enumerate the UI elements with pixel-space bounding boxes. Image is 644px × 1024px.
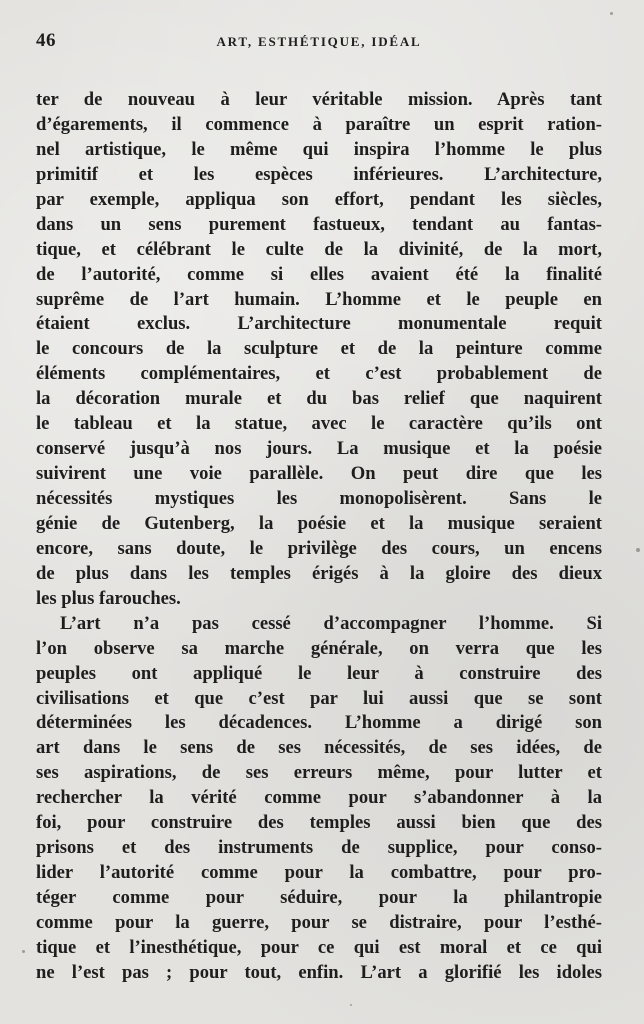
text-line: foi, pour construire des temples aussi bien que des [36, 812, 602, 834]
text-line: suivirent une voie parallèle. On peut dire que les [36, 463, 602, 485]
text-line: ne l’est pas ; pour tout, enfin. L’art a glorifié les idoles [36, 961, 602, 983]
text-line: le tableau et la statue, avec le caractère qu’ils ont [36, 413, 602, 435]
text-line: L’art n’a pas cessé d’accompagner l’homme. Si [60, 612, 602, 634]
running-head: ART, ESTHÉTIQUE, IDÉAL [216, 34, 422, 49]
text-line: déterminées les décadences. L’homme a dirigé son [36, 712, 602, 734]
text-line: rechercher la vérité comme pour s’abandonner à la [36, 787, 602, 809]
text-line: suprême de l’art humain. L’homme et le peuple en [36, 288, 602, 310]
text-line: nécessités mystiques les monopolisèrent. Sans le [36, 488, 602, 509]
text-line: primitif et les espèces inférieures. L’architecture, [36, 163, 602, 185]
text-line: tique et l’inesthétique, pour ce qui est moral et ce qui [36, 936, 602, 958]
text-line: art dans le sens de ses nécessités, de ses idées, de [36, 737, 602, 759]
text-line: par exemple, appliqua son effort, pendant les siècles, [36, 188, 602, 210]
text-line: nel artistique, le même qui inspira l’homme le plus [36, 138, 602, 160]
text-line: le concours de la sculpture et de la peinture comme [36, 338, 602, 360]
text-line: conservé jusqu’à nos jours. La musique et la poésie [36, 438, 602, 460]
page-header [36, 30, 602, 54]
text-line: éléments complémentaires, et c’est probablement de [36, 363, 602, 385]
text-line: prisons et des instruments de supplice, pour conso- [36, 837, 602, 859]
text-line: génie de Gutenberg, la poésie et la musique seraient [36, 512, 602, 534]
text-line: de plus dans les temples érigés à la gloire des dieux [36, 562, 602, 584]
text-line: d’égarements, il commence à paraître un esprit ration- [36, 113, 602, 135]
paper-speck [636, 548, 640, 552]
paper-speck [22, 950, 25, 953]
text-line: peuples ont appliqué le leur à construire des [36, 662, 602, 684]
text-line: ter de nouveau à leur véritable mission. Après tant [36, 89, 602, 110]
text-line: civilisations et que c’est par lui aussi que se sont [36, 687, 602, 709]
text-line: la décoration murale et du bas relief que naquirent [36, 388, 602, 410]
text-line: ses aspirations, de ses erreurs même, pour lutter et [36, 762, 602, 784]
text-line: lider l’autorité comme pour la combattre, pour pro- [36, 862, 602, 884]
text-line: encore, sans doute, le privilège des cours, un encens [36, 537, 602, 559]
body-text [36, 88, 602, 986]
paper-speck [350, 1004, 352, 1006]
text-line: dans un sens purement fastueux, tendant au fantas- [36, 213, 602, 235]
text-line: téger comme pour séduire, pour la philantropie [36, 887, 602, 908]
text-line: les plus farouches. [36, 587, 181, 609]
text-line: étaient exclus. L’architecture monumentale requit [36, 313, 602, 335]
text-line: tique, et célébrant le culte de la divinité, de la mort, [36, 238, 602, 260]
paper-speck [610, 12, 613, 15]
text-line: l’on observe sa marche générale, on verra que les [36, 637, 602, 659]
text-line: de l’autorité, comme si elles avaient été la finalité [36, 263, 602, 285]
text-line: comme pour la guerre, pour se distraire, pour l’esthé- [36, 911, 602, 933]
page-number: 46 [36, 30, 56, 51]
